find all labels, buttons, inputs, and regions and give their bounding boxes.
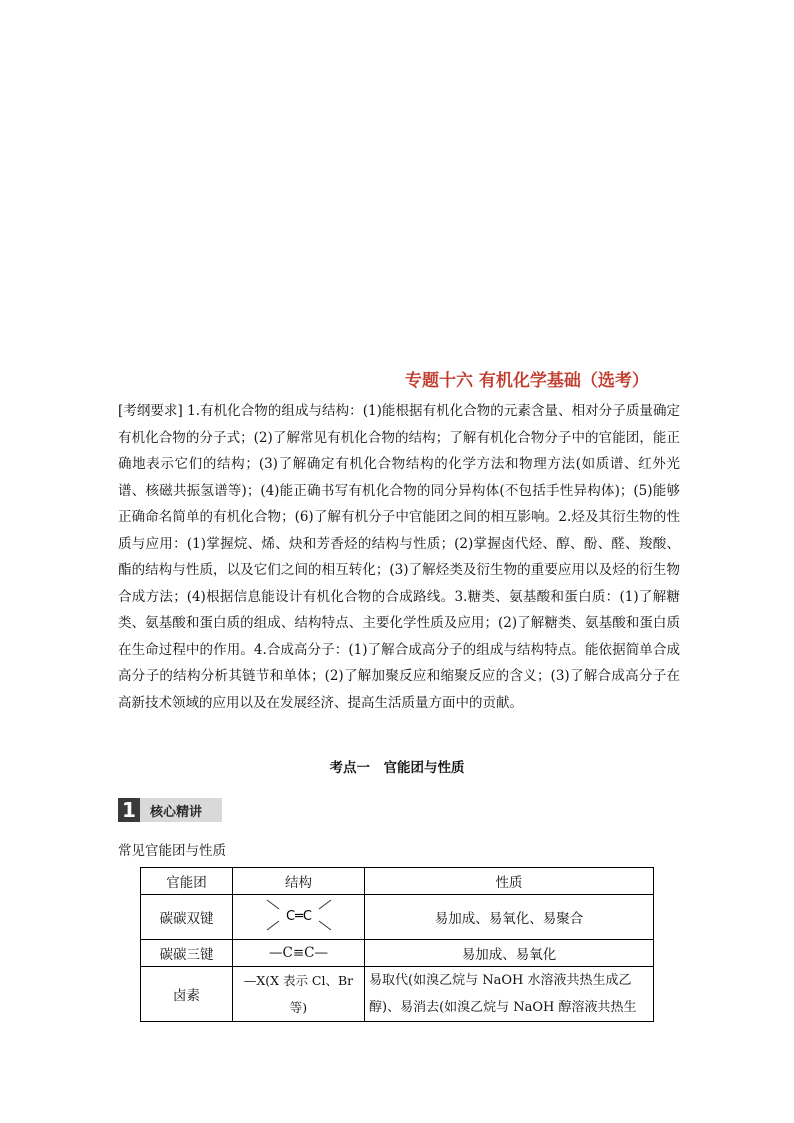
header-structure: 结构 <box>233 868 365 895</box>
table-intro: 常见官能团与性质 <box>118 843 226 859</box>
structure-cell: —C≡C— <box>233 940 365 967</box>
core-badge <box>118 798 222 822</box>
double-bond-formula: C═C <box>285 909 312 924</box>
functional-group-table <box>140 867 654 1022</box>
table-header-row <box>141 868 654 895</box>
header-group: 官能团 <box>141 868 233 895</box>
group-name: 碳碳双键 <box>141 895 233 940</box>
header-property: 性质 <box>365 868 654 895</box>
table-row <box>141 940 654 967</box>
badge-number: 1 <box>118 798 140 822</box>
double-bond-structure <box>259 895 339 935</box>
table-row <box>141 895 654 940</box>
exam-requirements-paragraph: [考纲要求] 1.有机化合物的组成与结构：(1)能根据有机化合物的元素含量、相对分子质量确定有机化合物的分子式；(2)了解常见有机化合物的结构；了解有机化合物分子中的官能团，能正确地表示它们的结构；(3)了解确定有机化合物结构的化学方法和物理方法(如质谱、红外光谱、核磁共振氢谱等)；(4)能正确书写有机化合物的同分异构体(不包括手性异构体)；(5)能够正确命名简单的有机化合物；(6)了解有机分子中官能团之间的相互影响。2.烃及其衍生物的性质与应用：(1)掌握烷、烯、炔和芳香烃的结构与性质；(2)掌握卤代烃、醇、酚、醛、羧酸、酯的结构与性质，以及它们之间的相互转化；(3)了解烃类及衍生物的重要应用以及烃的衍生物合成方法；(4)根据信息能设计有机化合物的合成路线。3.糖类、氨基酸和蛋白质：(1)了解糖类、氨基酸和蛋白质的组成、结构特点、主要化学性质及应用；(2)了解糖类、氨基酸和蛋白质在生命过程中的作用。4.合成高分子：(1)了解合成高分子的组成与结构特点。能依据简单合成高分子的结构分析其链节和单体；(2)了解加聚反应和缩聚反应的含义；(3)了解合成高分子在高新技术领域的应用以及在发展经济、提高生活质量方面中的贡献。 <box>118 403 680 711</box>
property-cell: 易取代(如溴乙烷与 NaOH 水溶液共热生成乙醇)、易消去(如溴乙烷与 NaOH 醇溶液共热生 <box>365 967 654 1022</box>
group-name: 碳碳三键 <box>141 940 233 967</box>
group-name: 卤素 <box>141 967 233 1022</box>
property-cell: 易加成、易氧化、易聚合 <box>365 895 654 940</box>
page-title: 专题十六 有机化学基础（选考） <box>405 371 649 391</box>
section-heading: 考点一 官能团与性质 <box>329 760 465 776</box>
property-cell: 易加成、易氧化 <box>365 940 654 967</box>
structure-cell: —X(X 表示 Cl、Br 等) <box>233 967 365 1022</box>
table-row <box>141 967 654 1022</box>
badge-label: 核心精讲 <box>140 798 222 822</box>
structure-cell <box>233 895 365 940</box>
